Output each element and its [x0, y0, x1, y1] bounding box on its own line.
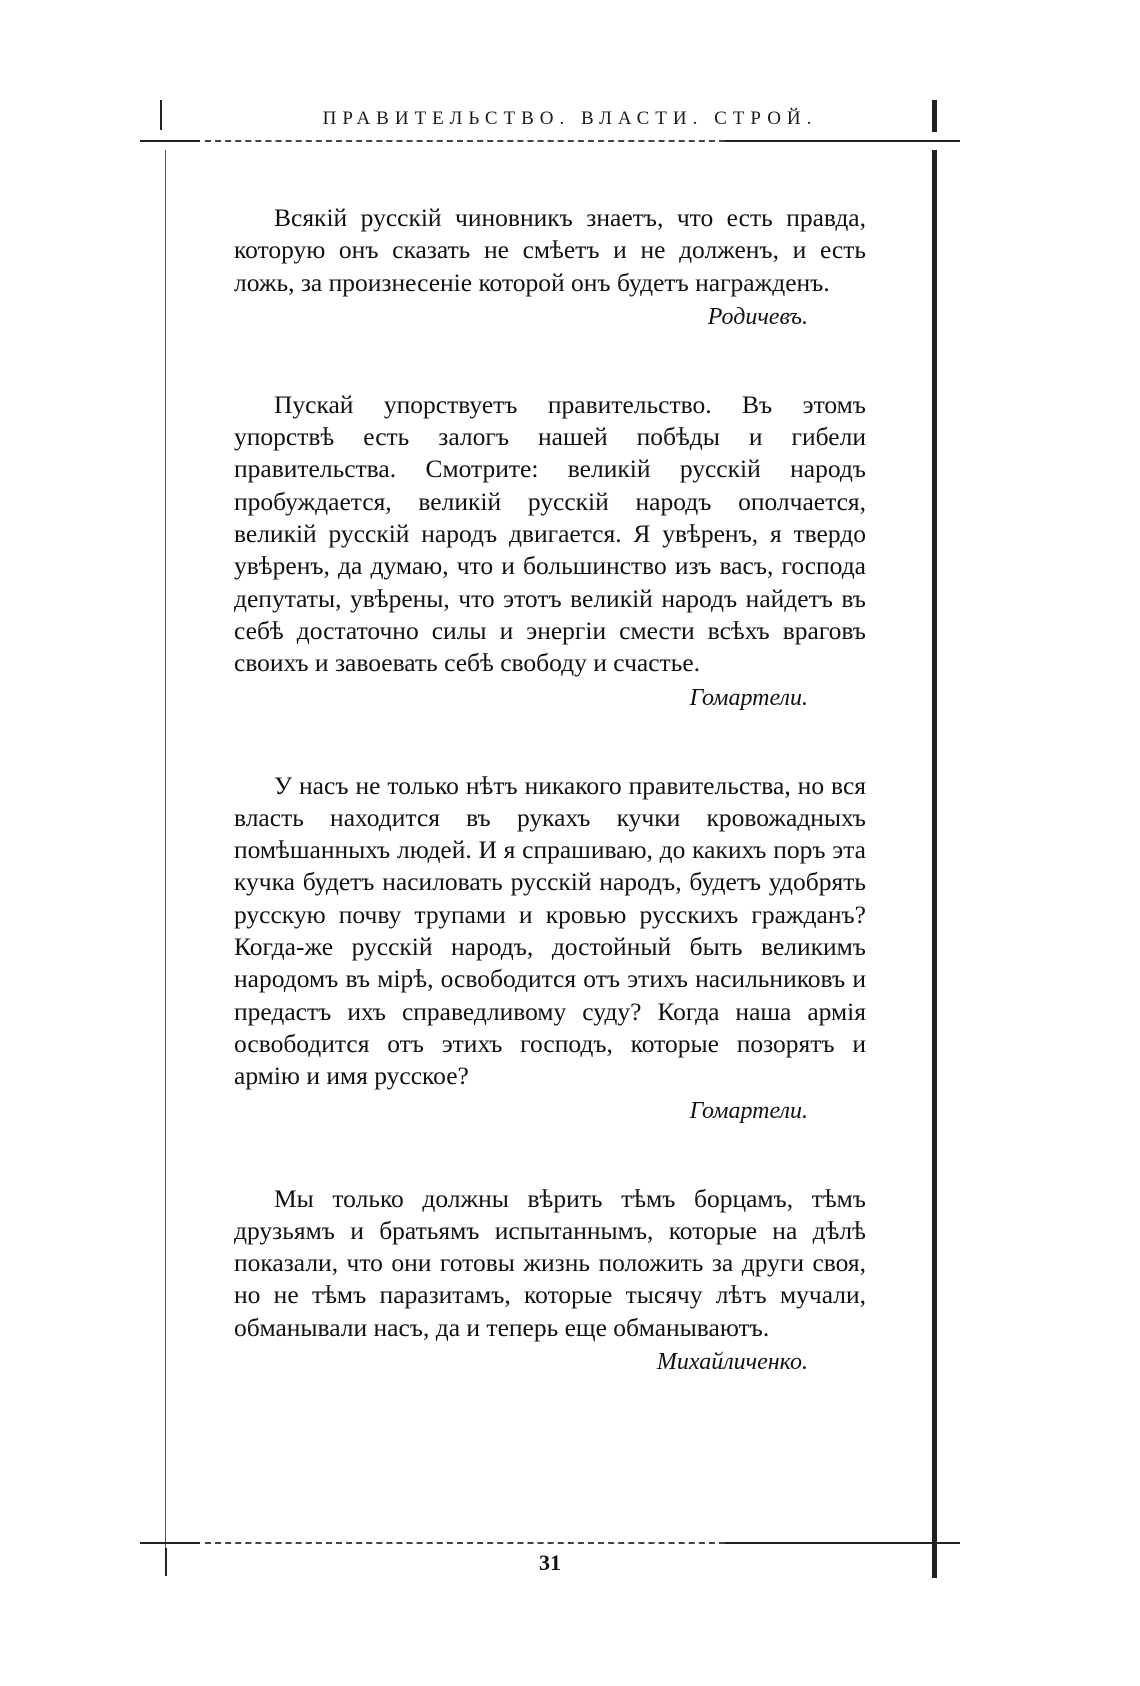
quote-block — [234, 1183, 866, 1378]
running-header: ПРАВИТЕЛЬСТВО. ВЛАСТИ. СТРОЙ. — [322, 108, 818, 129]
footer-right-mark — [932, 1548, 937, 1578]
header-rule-left — [140, 140, 200, 142]
main-content — [234, 202, 866, 1378]
quote-author: Гомартели. — [689, 684, 808, 711]
quote-author: Михайличенко. — [656, 1349, 808, 1376]
footer-rule-right — [725, 1542, 960, 1544]
frame-right-line — [932, 150, 937, 1550]
quote-author: Гомартели. — [689, 1097, 808, 1124]
quote-text: Пускай упорствуетъ правительство. Въ этомъ упорствѣ есть залогъ нашей побѣды и гибели правительства. Смотрите: великій русскій народъ пробуждается, великій русскій народъ ополчается, великій русскій народъ двигается. Я увѣренъ, я твердо увѣренъ, да думаю, что и большинство изъ васъ, господа депутаты, увѣрены, что этотъ великій народъ найдетъ въ себѣ достаточно силы и энергіи смести всѣхъ враговъ своихъ и завоевать себѣ свободу и счастье. — [234, 389, 866, 678]
footer-rule-left — [140, 1542, 200, 1544]
header-rule-right — [725, 140, 960, 142]
quote-block — [234, 389, 866, 714]
footer-left-mark — [165, 1548, 167, 1576]
quote-block — [234, 202, 866, 333]
quote-text: У насъ не только нѣтъ никакого правительства, но вся власть находится въ рукахъ кучки кровожадныхъ помѣшанныхъ людей. И я спрашиваю, до какихъ поръ эта кучка будетъ насиловать русскій народъ, будетъ удобрять русскую почву трупами и кровью русскихъ гражданъ? Когда-же русскій народъ, достойный быть великимъ народомъ въ мірѣ, освободится отъ этихъ насильниковъ и предастъ ихъ справедливому суду? Когда наша армія освободится отъ этихъ господъ, которые позорятъ и армію и имя русское? — [234, 770, 866, 1091]
page-number: 31 — [539, 1550, 561, 1575]
header-left-mark — [160, 100, 162, 130]
frame-left-line — [165, 150, 166, 1550]
quote-text: Всякій русскій чиновникъ знаетъ, что есть правда, которую онъ сказать не смѣетъ и не долженъ, и есть ложь, за произнесеніе которой онъ будетъ награжденъ. — [234, 203, 866, 297]
quote-block — [234, 770, 866, 1127]
quote-author: Родичевъ. — [707, 303, 808, 330]
header-rule-dashed — [205, 140, 725, 142]
footer-rule-dashed — [205, 1542, 725, 1544]
quote-text: Мы только должны вѣрить тѣмъ борцамъ, тѣмъ друзьямъ и братьямъ испытаннымъ, которые на дѣлѣ показали, что они готовы жизнь положить за други своя, но не тѣмъ паразитамъ, которые тысячу лѣтъ мучали, обманывали насъ, да и теперь еще обманываютъ. — [234, 1183, 866, 1342]
